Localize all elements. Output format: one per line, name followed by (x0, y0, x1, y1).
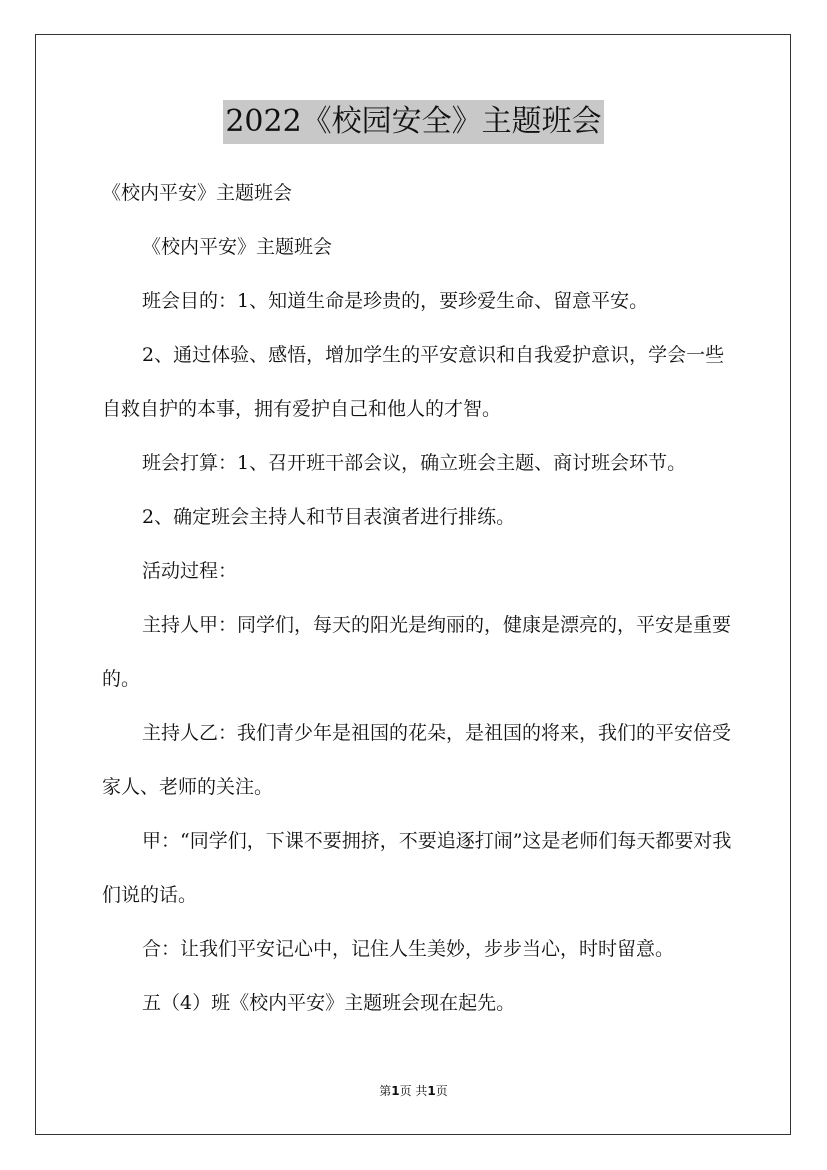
paragraph-together: 合：让我们平安记心中，记住人生美妙，步步当心，时时留意。 (142, 938, 675, 960)
page-footer (0, 1082, 827, 1099)
paragraph-start: 五（4）班《校内平安》主题班会现在起先。 (142, 992, 516, 1014)
paragraph-subheading: 《校内平安》主题班会 (142, 236, 333, 258)
footer-prefix: 第 (379, 1084, 392, 1098)
footer-suffix: 页 (435, 1084, 448, 1098)
paragraph-plan-2: 2、确定班会主持人和节目表演者进行排练。 (142, 506, 516, 528)
title-container (0, 100, 827, 144)
footer-page-number: 1 (391, 1084, 400, 1098)
paragraph-host-a: 主持人甲：同学们，每天的阳光是绚丽的，健康是漂亮的，平安是重要的。 (102, 614, 732, 690)
paragraph-process: 活动过程： (142, 560, 238, 582)
paragraph-purpose-2: 2、通过体验、感悟，增加学生的平安意识和自我爱护意识，学会一些自救自护的本事，拥有爱护自己和他人的才智。 (102, 344, 725, 420)
paragraph-host-b: 主持人乙：我们青少年是祖国的花朵，是祖国的将来，我们的平安倍受家人、老师的关注。 (102, 722, 732, 798)
paragraph-jia: 甲：“同学们，下课不要拥挤，不要追逐打闹”这是老师们每天都要对我们说的话。 (102, 830, 732, 906)
footer-mid: 页 共 (399, 1084, 428, 1098)
paragraph-heading: 《校内平安》主题班会 (102, 182, 293, 204)
paragraph-purpose-1: 班会目的：1、知道生命是珍贵的，要珍爱生命、留意平安。 (142, 290, 649, 312)
footer-page-total: 1 (427, 1084, 436, 1098)
document-title: 2022《校园安全》主题班会 (223, 100, 603, 144)
paragraph-plan-1: 班会打算：1、召开班干部会议，确立班会主题、商讨班会环节。 (142, 452, 687, 474)
